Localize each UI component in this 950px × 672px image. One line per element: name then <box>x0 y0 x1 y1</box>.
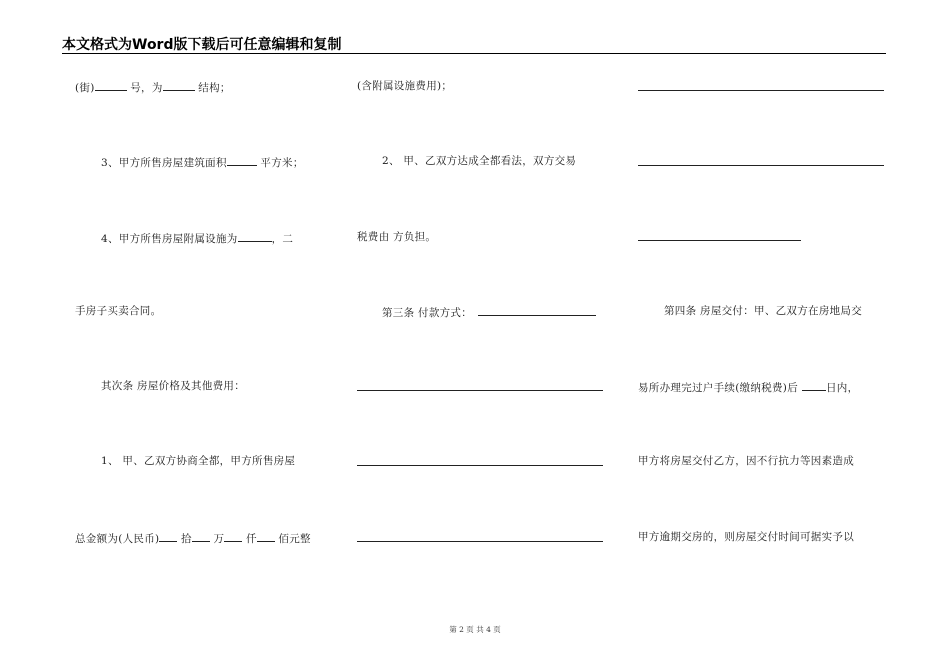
page-number: 第 2 页 共 4 页 <box>449 625 501 634</box>
text-structure: 结构； <box>194 82 231 94</box>
text-line-article-3 <box>382 304 596 320</box>
text-unit-wan: 万 <box>209 533 225 545</box>
text-payment-label: 第三条 付款方式： <box>382 307 473 319</box>
text-line-delivery: 甲方将房屋交付乙方，因不行抗力等因素造成 <box>638 455 854 467</box>
blank-field <box>159 530 177 542</box>
blank-field <box>163 79 195 91</box>
header-title: 本文格式为Word版下载后可任意编辑和复制 <box>62 37 342 53</box>
blank-field <box>224 530 242 542</box>
text-unit-ten: 拾 <box>177 533 192 545</box>
text-line-price-agreement: 1、 甲、乙双方协商全都，甲方所售房屋 <box>101 455 296 467</box>
blank-line <box>357 390 603 391</box>
text-line-total-amount <box>75 530 311 546</box>
text-street: (街) <box>75 82 95 94</box>
blank-line <box>357 465 603 466</box>
text-line-facility-fees: (含附属设施费用)； <box>357 80 453 92</box>
blank-line <box>638 240 801 241</box>
text-line-tax-burden: 税费由 方负担。 <box>357 231 437 243</box>
text-line-transfer <box>638 379 858 395</box>
text-unit-qian: 仟 <box>242 533 257 545</box>
text-line-area <box>101 154 304 170</box>
text-total-label: 总金额为(人民币) <box>75 533 160 545</box>
blank-field <box>95 79 127 91</box>
blank-field <box>478 304 596 316</box>
text-area-unit: 平方米； <box>256 157 304 169</box>
text-line-delay: 甲方逾期交房的，则房屋交付时间可据实予以 <box>638 531 854 543</box>
blank-line <box>357 541 603 542</box>
blank-line <box>638 90 884 91</box>
text-facilities-tail: ，二 <box>271 233 294 245</box>
text-unit-bai: 佰元整 <box>274 533 311 545</box>
text-number: 号，为 <box>126 82 163 94</box>
blank-field <box>192 530 210 542</box>
text-line-article-2: 其次条 房屋价格及其他费用： <box>101 380 246 392</box>
text-facilities-label: 4、甲方所售房屋附属设施为 <box>101 233 238 245</box>
blank-field <box>227 154 257 166</box>
text-transfer-label: 易所办理完过户手续(缴纳税费)后 <box>638 382 798 394</box>
text-line-contract: 手房子买卖合同。 <box>75 305 162 317</box>
blank-field <box>257 530 275 542</box>
blank-field <box>238 230 272 242</box>
header-divider <box>62 53 886 54</box>
text-area-label: 3、甲方所售房屋建筑面积 <box>101 157 227 169</box>
blank-field <box>802 379 826 391</box>
text-days: 日内， <box>826 382 859 394</box>
text-line-tax-agreement: 2、 甲、乙双方达成全都看法，双方交易 <box>382 155 577 167</box>
text-line-article-4: 第四条 房屋交付：甲、乙双方在房地局交 <box>664 305 863 317</box>
blank-line <box>638 165 884 166</box>
text-line-facilities <box>101 230 293 246</box>
text-line-street <box>75 79 231 95</box>
